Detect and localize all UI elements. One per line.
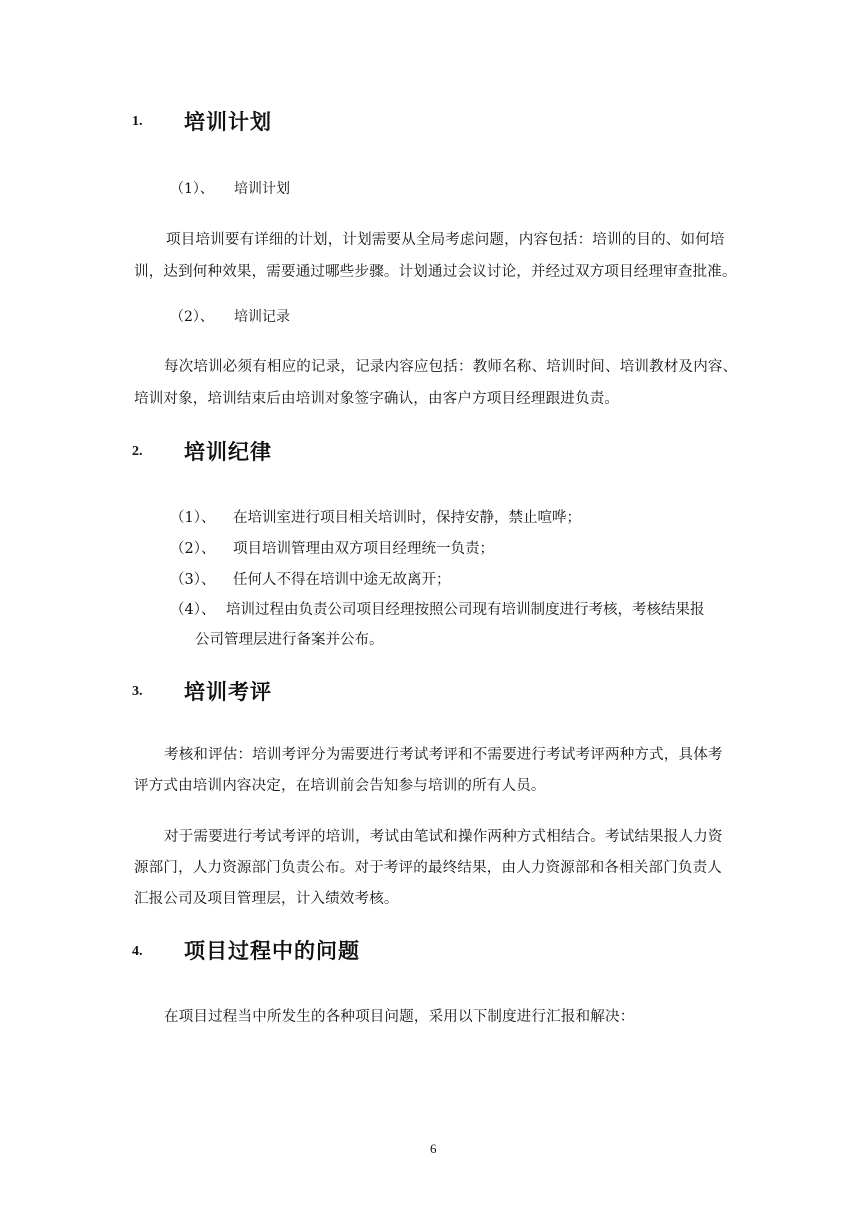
section-4-heading: 项目过程中的问题 bbox=[184, 939, 360, 963]
section-2-number: 2. bbox=[132, 444, 143, 459]
section-2-heading: 培训纪律 bbox=[184, 440, 272, 464]
section-1-sub-2-title: 培训记录 bbox=[234, 309, 290, 325]
section-2-item-4-label: （4）、 bbox=[170, 602, 216, 618]
section-4-number: 4. bbox=[132, 944, 143, 959]
section-4-para-line-1: 在项目过程当中所发生的各种项目问题，采用以下制度进行汇报和解决： bbox=[164, 1009, 635, 1025]
section-2-item-1-text: 在培训室进行项目相关培训时，保持安静，禁止喧哗； bbox=[233, 510, 581, 526]
section-3-para-1-line-2: 评方式由培训内容决定，在培训前会告知参与培训的所有人员。 bbox=[134, 778, 546, 794]
section-2-item-4-continuation: 公司管理层进行备案并公布。 bbox=[195, 632, 384, 648]
section-2-item-2-label: （2）、 bbox=[170, 541, 216, 557]
section-1-sub-1-para-line-2: 训，达到何种效果，需要通过哪些步骤。计划通过会议讨论，并经过双方项目经理审查批准。 bbox=[134, 264, 737, 280]
section-3-para-2-line-3: 汇报公司及项目管理层，计入绩效考核。 bbox=[134, 891, 399, 907]
section-1-heading: 培训计划 bbox=[184, 110, 272, 134]
section-2-item-4-text: 培训过程由负责公司项目经理按照公司现有培训制度进行考核，考核结果报 bbox=[226, 602, 705, 618]
section-1-sub-2-para-line-1: 每次培训必须有相应的记录，记录内容应包括：教师名称、培训时间、培训教材及内容、 bbox=[164, 359, 738, 375]
section-3-para-1-line-1: 考核和评估：培训考评分为需要进行考试考评和不需要进行考试考评两种方式，具体考 bbox=[164, 747, 723, 763]
section-1-sub-1-label: （1）、 bbox=[170, 181, 214, 197]
section-1-sub-1-title: 培训计划 bbox=[234, 181, 290, 197]
section-3-para-2-line-2: 源部门，人力资源部门负责公布。对于考评的最终结果，由人力资源部和各相关部门负责人 bbox=[134, 860, 722, 876]
section-2-item-3-text: 任何人不得在培训中途无故离开； bbox=[233, 572, 451, 588]
section-2-item-2-text: 项目培训管理由双方项目经理统一负责； bbox=[233, 541, 494, 557]
page-number: 6 bbox=[430, 1141, 437, 1156]
section-3-number: 3. bbox=[132, 684, 143, 699]
section-1-sub-2-para-line-2: 培训对象，培训结束后由培训对象签字确认，由客户方项目经理跟进负责。 bbox=[134, 391, 620, 407]
section-3-para-2-line-1: 对于需要进行考试考评的培训，考试由笔试和操作两种方式相结合。考试结果报人力资 bbox=[164, 829, 723, 845]
section-3-heading: 培训考评 bbox=[184, 680, 272, 704]
section-1-sub-1-para-line-1: 项目培训要有详细的计划，计划需要从全局考虑问题，内容包括：培训的目的、如何培 bbox=[166, 232, 725, 248]
section-2-item-1-label: （1）、 bbox=[170, 510, 216, 526]
section-1-number: 1. bbox=[132, 114, 143, 129]
section-2-item-3-label: （3）、 bbox=[170, 572, 216, 588]
section-1-sub-2-label: （2）、 bbox=[170, 309, 214, 325]
